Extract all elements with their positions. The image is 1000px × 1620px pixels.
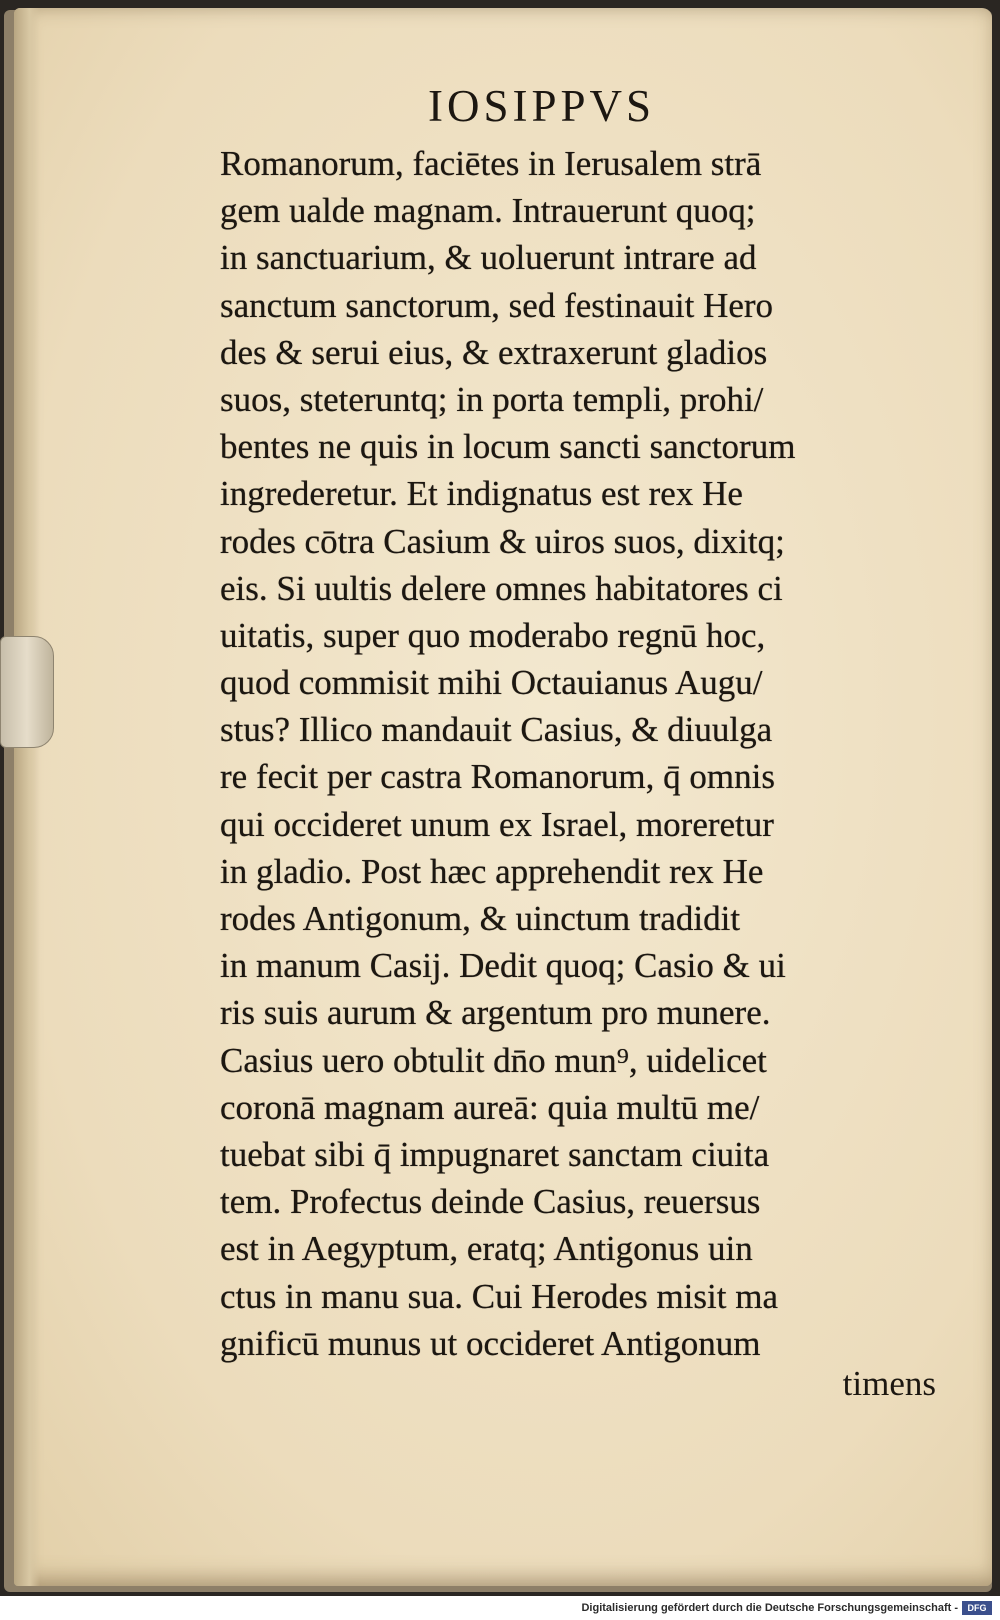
text-line: coronā magnam aureā: quia multū me/ — [220, 1087, 760, 1127]
dfg-logo: DFG — [962, 1601, 992, 1615]
text-line: suos, steteruntq; in porta templi, prohi/ — [220, 379, 764, 419]
text-line: eis. Si uultis delere omnes habitatores ci — [220, 568, 783, 608]
text-line: qui occideret unum ex Israel, moreretur — [220, 804, 774, 844]
text-line: tem. Profectus deinde Casius, reuersus — [220, 1182, 761, 1222]
text-line: gnificū munus ut occideret Antigonum — [220, 1323, 761, 1363]
text-line: quod commisit mihi Octauianus Augu/ — [220, 663, 763, 703]
text-line: stus? Illico mandauit Casius, & diuulga — [220, 710, 773, 750]
running-head: IOSIPPVS — [428, 81, 656, 131]
book-clasp — [0, 636, 54, 748]
text-line: ris suis aurum & argentum pro munere. — [220, 993, 771, 1033]
text-line: des & serui eius, & extraxerunt gladios — [220, 332, 768, 372]
text-line: Casius uero obtulit dn̄o mun⁹, uidelicet — [220, 1040, 767, 1080]
text-line: in manum Casij. Dedit quoq; Casio & ui — [220, 946, 786, 986]
text-line: ingrederetur. Et indignatus est rex He — [220, 474, 743, 514]
text-line: re fecit per castra Romanorum, q̄ omnis — [220, 757, 775, 797]
text-line: sanctum sanctorum, sed festinauit Hero — [220, 285, 774, 325]
text-line: ctus in manu sua. Cui Herodes misit ma — [220, 1276, 778, 1316]
catchword: timens — [842, 1364, 936, 1403]
text-line: bentes ne quis in locum sancti sanctorum — [220, 427, 796, 467]
text-line: in gladio. Post hæc apprehendit rex He — [220, 851, 764, 891]
funding-credit: Digitalisierung gefördert durch die Deutsche Forschungsgemeinschaft - — [581, 1602, 958, 1614]
text-line: tuebat sibi q̄ impugnaret sanctam ciuita — [220, 1134, 770, 1174]
text-line: uitatis, super quo moderabo regnū hoc, — [220, 615, 766, 655]
text-line: rodes cōtra Casium & uiros suos, dixitq; — [220, 521, 785, 561]
text-line: in sanctuarium, & uoluerunt intrare ad — [220, 238, 757, 278]
text-line: gem ualde magnam. Intrauerunt quoq; — [220, 191, 756, 231]
text-line: rodes Antigonum, & uinctum tradidit — [220, 899, 741, 938]
page-gutter — [14, 8, 40, 1586]
text-line: Romanorum, faciētes in Ierusalem strā — [220, 144, 762, 183]
text-line: est in Aegyptum, eratq; Antigonus uin — [220, 1229, 753, 1269]
body-text — [220, 140, 960, 1367]
